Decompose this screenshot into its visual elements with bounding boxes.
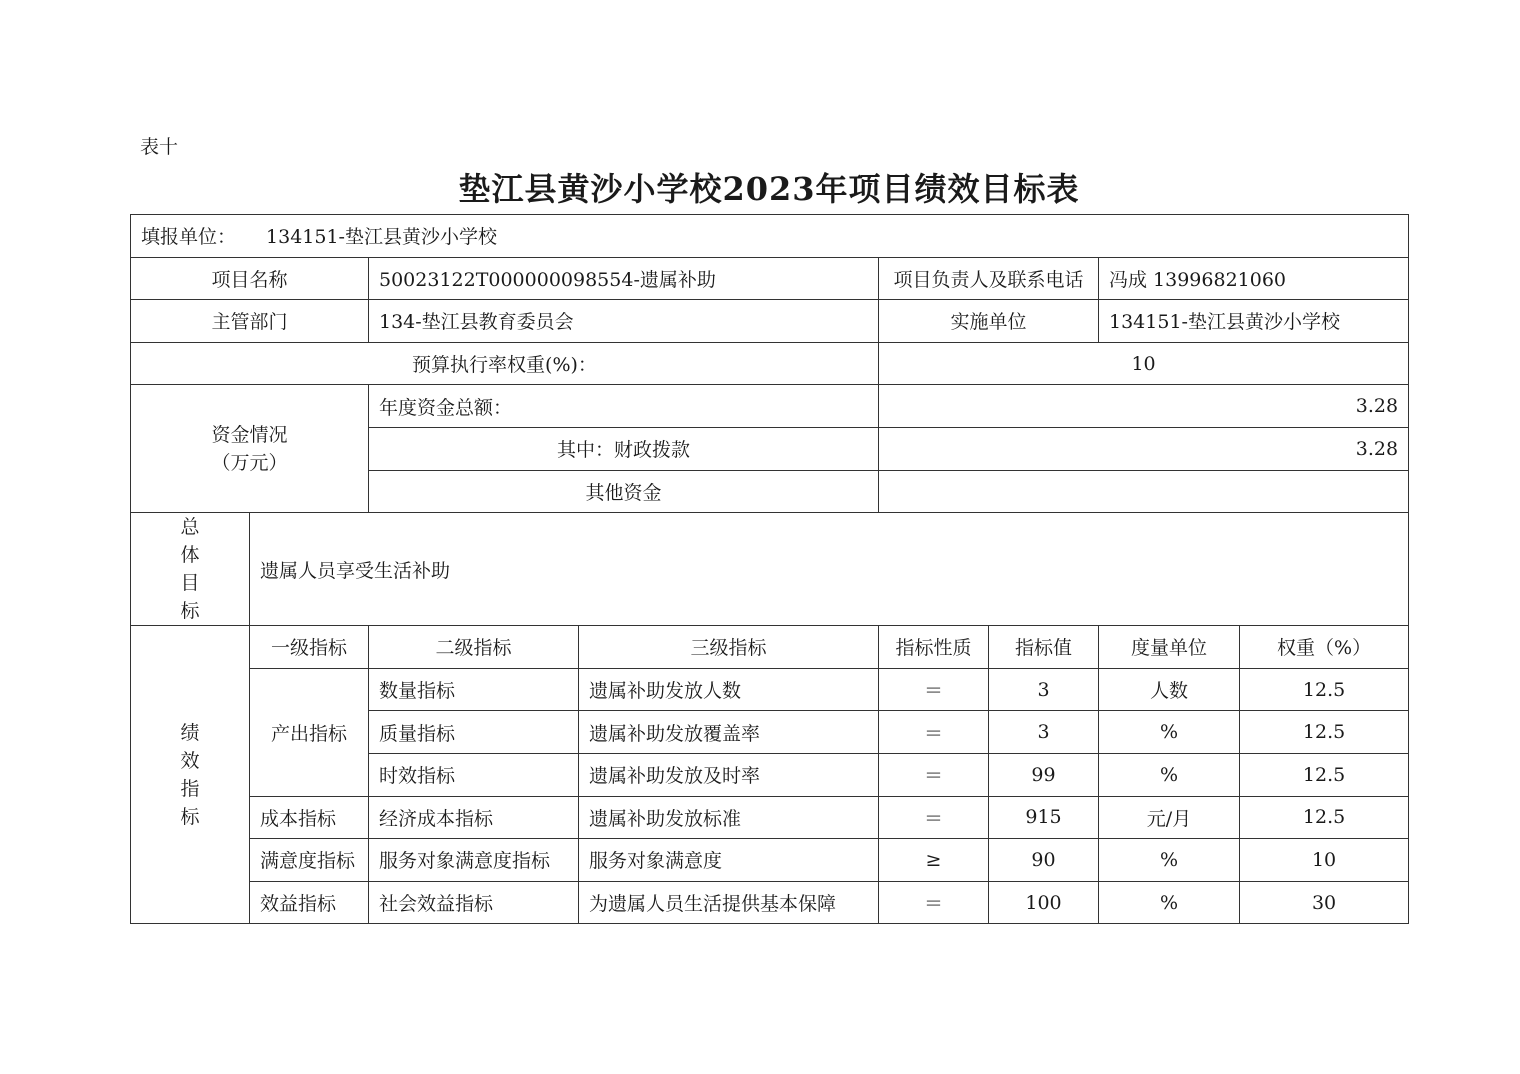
indicator-level2: 经济成本指标	[369, 796, 579, 839]
overall-goal-label-cell	[131, 513, 250, 626]
department-row	[131, 300, 1409, 343]
budget-weight-value: 10	[879, 342, 1409, 385]
implementing-unit-value: 134151-垫江县黄沙小学校	[1099, 300, 1409, 343]
budget-weight-label: 预算执行率权重(%)：	[131, 342, 879, 385]
header-level3: 三级指标	[579, 626, 879, 669]
indicator-value: 90	[989, 839, 1099, 882]
funds-label: 资金情况	[211, 423, 288, 446]
indicator-level3: 遗属补助发放覆盖率	[579, 711, 879, 754]
project-leader-value: 冯成 13996821060	[1099, 257, 1409, 300]
indicator-nature: ≥	[879, 839, 989, 882]
overall-goal-label: 总体目标	[180, 516, 200, 623]
indicator-level3: 遗属补助发放人数	[579, 668, 879, 711]
indicator-unit: %	[1099, 711, 1240, 754]
budget-weight-row	[131, 342, 1409, 385]
funds-unit-label: （万元）	[211, 451, 288, 474]
indicator-level1: 效益指标	[250, 881, 369, 924]
fiscal-allocation-value: 3.28	[879, 427, 1409, 470]
funds-label-cell	[131, 385, 369, 513]
indicator-weight: 30	[1240, 881, 1409, 924]
indicator-nature: ＝	[879, 881, 989, 924]
performance-indicators-label-cell	[131, 626, 250, 924]
indicator-row	[131, 668, 1409, 711]
indicator-weight: 10	[1240, 839, 1409, 882]
indicator-level3: 服务对象满意度	[579, 839, 879, 882]
indicator-level2: 社会效益指标	[369, 881, 579, 924]
document-title: 垫江县黄沙小学校2023年项目绩效目标表	[458, 170, 1080, 208]
filling-unit-row	[131, 215, 1409, 258]
header-unit: 度量单位	[1099, 626, 1240, 669]
annual-total-value: 3.28	[879, 385, 1409, 428]
implementing-unit-label: 实施单位	[879, 300, 1099, 343]
indicator-nature: ＝	[879, 668, 989, 711]
indicator-value: 100	[989, 881, 1099, 924]
header-level2: 二级指标	[369, 626, 579, 669]
funds-total-row	[131, 385, 1409, 428]
header-weight: 权重（%）	[1240, 626, 1409, 669]
indicator-unit: %	[1099, 881, 1240, 924]
indicator-weight: 12.5	[1240, 668, 1409, 711]
project-leader-label: 项目负责人及联系电话	[879, 257, 1099, 300]
filling-unit-label: 填报单位：	[141, 226, 237, 249]
header-value: 指标值	[989, 626, 1099, 669]
indicator-level2: 时效指标	[369, 753, 579, 796]
project-name-label: 项目名称	[131, 257, 369, 300]
department-label: 主管部门	[131, 300, 369, 343]
indicator-row	[131, 839, 1409, 882]
annual-total-label: 年度资金总额：	[369, 385, 879, 428]
indicator-unit: %	[1099, 839, 1240, 882]
overall-goal-text: 遗属人员享受生活补助	[250, 513, 1409, 626]
indicator-unit: 人数	[1099, 668, 1240, 711]
indicator-unit: %	[1099, 753, 1240, 796]
indicator-header-row	[131, 626, 1409, 669]
indicator-row	[131, 881, 1409, 924]
filling-unit-cell	[131, 215, 1409, 258]
indicator-weight: 12.5	[1240, 796, 1409, 839]
department-value: 134-垫江县教育委员会	[369, 300, 879, 343]
indicator-nature: ＝	[879, 796, 989, 839]
indicator-level2: 质量指标	[369, 711, 579, 754]
indicator-level1: 满意度指标	[250, 839, 369, 882]
project-name-value: 50023122T000000098554-遗属补助	[369, 257, 879, 300]
indicator-value: 3	[989, 668, 1099, 711]
indicator-nature: ＝	[879, 711, 989, 754]
header-nature: 指标性质	[879, 626, 989, 669]
table-number: 表十	[140, 136, 179, 158]
overall-goal-row	[131, 513, 1409, 626]
indicator-level3: 为遗属人员生活提供基本保障	[579, 881, 879, 924]
fiscal-allocation-label: 其中：财政拨款	[369, 427, 879, 470]
indicator-value: 3	[989, 711, 1099, 754]
indicator-level2: 数量指标	[369, 668, 579, 711]
project-name-row	[131, 257, 1409, 300]
indicator-row	[131, 796, 1409, 839]
performance-indicators-label: 绩效指标	[180, 721, 200, 828]
indicator-nature: ＝	[879, 753, 989, 796]
indicator-weight: 12.5	[1240, 753, 1409, 796]
indicator-level3: 遗属补助发放及时率	[579, 753, 879, 796]
performance-target-table	[130, 214, 1409, 924]
indicator-level1: 产出指标	[250, 668, 369, 796]
indicator-value: 915	[989, 796, 1099, 839]
indicator-level3: 遗属补助发放标准	[579, 796, 879, 839]
indicator-value: 99	[989, 753, 1099, 796]
filling-unit-value: 134151-垫江县黄沙小学校	[266, 226, 497, 249]
other-funds-value	[879, 470, 1409, 513]
header-level1: 一级指标	[250, 626, 369, 669]
indicator-weight: 12.5	[1240, 711, 1409, 754]
indicator-level1: 成本指标	[250, 796, 369, 839]
indicator-unit: 元/月	[1099, 796, 1240, 839]
other-funds-label: 其他资金	[369, 470, 879, 513]
indicator-level2: 服务对象满意度指标	[369, 839, 579, 882]
